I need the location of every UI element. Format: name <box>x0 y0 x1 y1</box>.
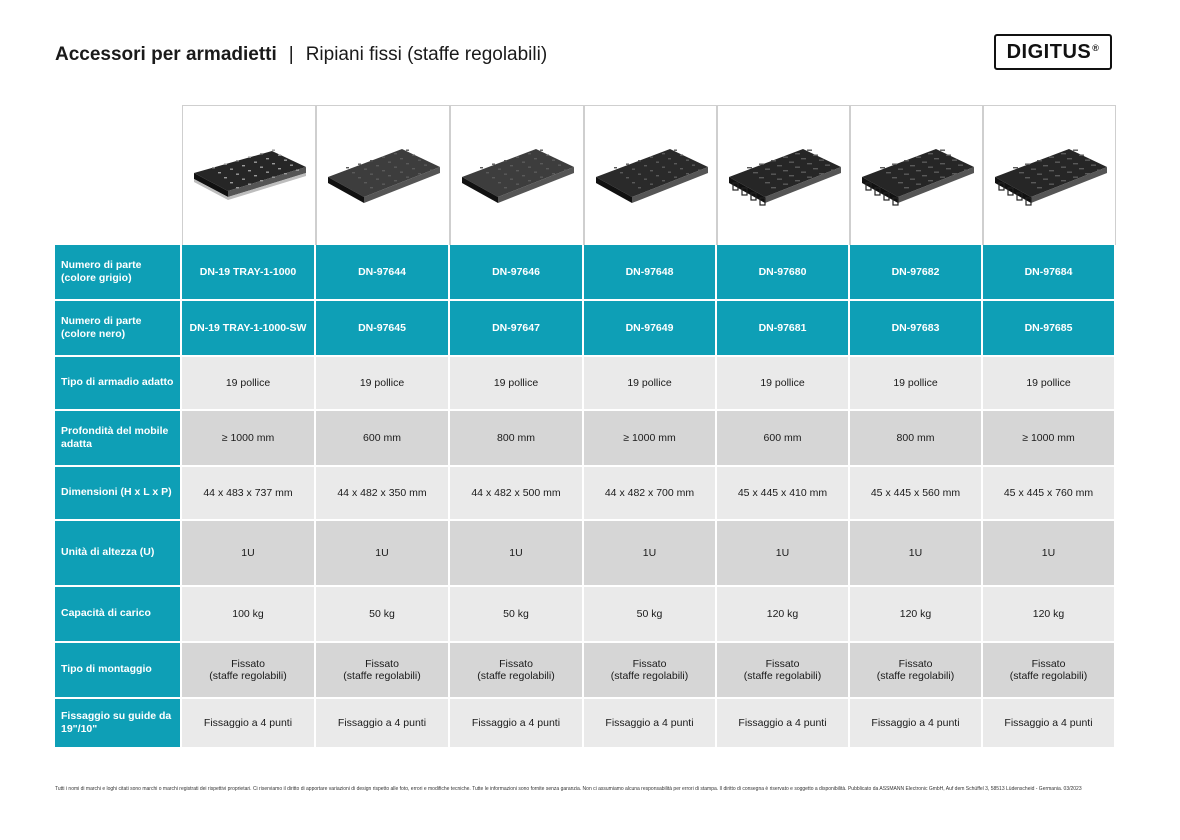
row-label-text: Dimensioni (H x L x P) <box>61 486 172 499</box>
row-label-text: Numero di parte <box>61 258 142 271</box>
rack-type-row <box>55 357 1116 411</box>
table-cell <box>450 245 584 301</box>
cell-value: DN-19 TRAY-1-1000 <box>199 266 297 278</box>
cell-value: 19 pollice <box>760 377 805 389</box>
shelf-image <box>455 131 579 221</box>
table-cell <box>182 587 316 643</box>
cell-value: 19 pollice <box>893 377 938 389</box>
table-cell <box>850 357 983 411</box>
telescopic-tray-image <box>187 131 311 221</box>
cell-value: (staffe regolabili) <box>610 670 689 682</box>
table-cell <box>717 521 850 587</box>
cell-value: Fissato <box>765 658 800 670</box>
table-cell <box>850 699 983 749</box>
cell-value: 800 mm <box>896 432 935 444</box>
row-label <box>55 643 182 699</box>
product-image-cell <box>850 105 983 245</box>
height-units-row <box>55 521 1116 587</box>
row-label-text: (colore grigio) <box>61 272 132 284</box>
row-label-text: Numero di parte <box>61 314 142 327</box>
cell-value: 44 x 482 x 350 mm <box>337 487 427 499</box>
cell-value: 600 mm <box>763 432 802 444</box>
vented-shelf-image <box>988 131 1111 221</box>
table-cell <box>983 467 1116 521</box>
table-cell <box>850 521 983 587</box>
cell-value: Fissato <box>1031 658 1066 670</box>
row-label-text: 19"/10" <box>61 723 98 735</box>
shelf-image <box>321 131 445 221</box>
cell-value: 19 pollice <box>493 377 539 389</box>
table-cell <box>182 467 316 521</box>
cell-value: 600 mm <box>363 432 401 444</box>
table-cell <box>584 699 717 749</box>
table-cell <box>316 467 450 521</box>
cell-value: Fissaggio a 4 punti <box>471 717 561 729</box>
digitus-logo: DIGITUS ® <box>994 34 1112 70</box>
cell-value: Fissaggio a 4 punti <box>738 717 827 729</box>
table-cell <box>450 357 584 411</box>
page-subtitle: Ripiani fissi (staffe regolabili) <box>305 44 548 65</box>
cell-value: (staffe regolabili) <box>343 670 421 682</box>
table-cell <box>316 301 450 357</box>
rail-mounting-row <box>55 699 1116 749</box>
table-cell <box>850 301 983 357</box>
cell-value: DN-97648 <box>625 266 674 278</box>
cell-value: 50 kg <box>503 608 529 620</box>
table-cell <box>717 587 850 643</box>
table-cell <box>182 643 316 699</box>
product-image-cell <box>584 105 717 245</box>
table-cell <box>584 357 717 411</box>
cabinet-depth-row <box>55 411 1116 467</box>
cell-value: (staffe regolabili) <box>477 670 555 682</box>
cell-value: Fissaggio a 4 punti <box>203 717 293 729</box>
table-cell <box>584 587 717 643</box>
row-label-text: Tipo di armadio adatto <box>61 376 174 389</box>
title-separator: | <box>288 44 294 65</box>
cell-value: ≥ 1000 mm <box>623 432 676 444</box>
cell-value: 1U <box>642 547 657 559</box>
corner-cell <box>55 105 182 245</box>
cell-value: 1U <box>509 547 523 559</box>
product-image-cell <box>450 105 584 245</box>
shelf-image <box>589 131 712 221</box>
table-cell <box>584 411 717 467</box>
table-cell <box>584 245 717 301</box>
cell-value: Fissaggio a 4 punti <box>337 717 427 729</box>
spec-table <box>55 105 1116 749</box>
cell-value: Fissato <box>499 658 533 670</box>
cell-value: 120 kg <box>1032 608 1065 620</box>
cell-value: Fissato <box>231 658 265 670</box>
row-label <box>55 301 182 357</box>
row-label <box>55 411 182 467</box>
cell-value: DN-97684 <box>1024 266 1073 278</box>
table-cell <box>316 411 450 467</box>
table-cell <box>450 411 584 467</box>
table-cell <box>850 467 983 521</box>
table-cell <box>983 699 1116 749</box>
table-cell <box>450 301 584 357</box>
cell-value: (staffe regolabili) <box>209 670 287 682</box>
table-cell <box>584 301 717 357</box>
table-cell <box>182 699 316 749</box>
cell-value: Fissato <box>365 658 399 670</box>
table-cell <box>717 357 850 411</box>
table-cell <box>983 587 1116 643</box>
cell-value: DN-97646 <box>492 266 540 278</box>
table-cell <box>983 411 1116 467</box>
table-cell <box>584 467 717 521</box>
row-label <box>55 357 182 411</box>
table-cell <box>717 301 850 357</box>
cell-value: DN-97644 <box>358 266 406 278</box>
row-label-text: Capacità di carico <box>61 607 151 620</box>
cell-value: Fissaggio a 4 punti <box>605 717 694 729</box>
product-image-cell <box>983 105 1116 245</box>
product-image-cell <box>717 105 850 245</box>
cell-value: 1U <box>241 547 255 559</box>
cell-value: DN-97649 <box>625 322 674 334</box>
cell-value: 44 x 482 x 500 mm <box>471 487 561 499</box>
table-cell <box>850 587 983 643</box>
table-cell <box>316 699 450 749</box>
cell-value: Fissato <box>898 658 933 670</box>
cell-value: ≥ 1000 mm <box>1022 432 1075 444</box>
cell-value: 1U <box>775 547 790 559</box>
table-cell <box>983 245 1116 301</box>
cell-value: 44 x 483 x 737 mm <box>203 487 293 499</box>
table-cell <box>182 521 316 587</box>
vented-shelf-image <box>855 131 978 221</box>
table-cell <box>983 357 1116 411</box>
table-cell <box>584 643 717 699</box>
row-label <box>55 699 182 749</box>
cell-value: 50 kg <box>369 608 395 620</box>
cell-value: DN-97647 <box>492 322 540 334</box>
product-image-cell <box>316 105 450 245</box>
table-cell <box>316 245 450 301</box>
table-cell <box>182 245 316 301</box>
cell-value: 45 x 445 x 560 mm <box>870 487 961 499</box>
table-cell <box>450 699 584 749</box>
table-cell <box>182 411 316 467</box>
cell-value: DN-97681 <box>758 322 807 334</box>
row-label <box>55 245 182 301</box>
table-cell <box>316 521 450 587</box>
part-number-grey-row <box>55 245 1116 301</box>
table-cell <box>717 411 850 467</box>
table-cell <box>983 521 1116 587</box>
cell-value: (staffe regolabili) <box>1009 670 1088 682</box>
load-capacity-row <box>55 587 1116 643</box>
page-header <box>55 40 547 70</box>
row-label-text: adatta <box>61 438 92 450</box>
cell-value: 19 pollice <box>1026 377 1071 389</box>
table-cell <box>316 587 450 643</box>
cell-value: DN-97685 <box>1024 322 1073 334</box>
cell-value: DN-19 TRAY-1-1000-SW <box>189 322 307 334</box>
table-cell <box>850 411 983 467</box>
row-label-text: Fissaggio su guide da <box>61 709 172 722</box>
table-cell <box>316 643 450 699</box>
cell-value: 45 x 445 x 760 mm <box>1003 487 1094 499</box>
cell-value: ≥ 1000 mm <box>221 432 275 444</box>
cell-value: (staffe regolabili) <box>876 670 955 682</box>
table-cell <box>182 301 316 357</box>
table-cell <box>450 521 584 587</box>
row-label <box>55 467 182 521</box>
row-label <box>55 587 182 643</box>
vented-shelf-image <box>722 131 845 221</box>
table-cell <box>850 643 983 699</box>
row-label-text: Tipo di montaggio <box>61 663 152 676</box>
product-image-cell <box>182 105 316 245</box>
cell-value: 45 x 445 x 410 mm <box>737 487 828 499</box>
cell-value: 19 pollice <box>225 377 271 389</box>
cell-value: 44 x 482 x 700 mm <box>604 487 695 499</box>
cell-value: 100 kg <box>232 608 264 620</box>
table-cell <box>316 357 450 411</box>
cell-value: 800 mm <box>497 432 535 444</box>
cell-value: Fissaggio a 4 punti <box>1004 717 1093 729</box>
cell-value: DN-97683 <box>891 322 940 334</box>
page-title: Accessori per armadietti <box>55 44 277 65</box>
row-label-text: Profondità del mobile <box>61 424 169 437</box>
table-cell <box>717 699 850 749</box>
cell-value: 19 pollice <box>359 377 405 389</box>
cell-value: DN-97645 <box>358 322 406 334</box>
cell-value: 1U <box>908 547 923 559</box>
table-cell <box>182 357 316 411</box>
cell-value: 50 kg <box>636 608 663 620</box>
cell-value: Fissato <box>632 658 667 670</box>
table-cell <box>983 643 1116 699</box>
cell-value: (staffe regolabili) <box>743 670 822 682</box>
row-label-text: (colore nero) <box>61 328 126 340</box>
cell-value: 1U <box>1041 547 1056 559</box>
cell-value: 120 kg <box>766 608 799 620</box>
cell-value: DN-97680 <box>758 266 807 278</box>
cell-value: 19 pollice <box>627 377 672 389</box>
product-image-row <box>55 105 1116 245</box>
cell-value: 120 kg <box>899 608 932 620</box>
table-cell <box>450 587 584 643</box>
table-cell <box>717 245 850 301</box>
cell-value: Fissaggio a 4 punti <box>871 717 960 729</box>
dimensions-row <box>55 467 1116 521</box>
table-cell <box>450 643 584 699</box>
part-number-black-row <box>55 301 1116 357</box>
cell-value: DN-97682 <box>891 266 940 278</box>
legal-footnote: Tutti i nomi di marchi e loghi citati sono marchi o marchi registrati dei rispettivi proprietari. Ci riserviamo il diritto di apportare variazioni di design rispetto alle foto, errori e modifiche tecniche. Tutte le informazioni sono fornite senza garanzia. Non ci assumiamo alcuna responsabilità per errori di stampa. Il diritto di consegna è riservato e soggetto a disponibilità. Pubblicato da ASSMANN Electronic GmbH, Auf dem Schüffel 3, 58513 Lüdenscheid - Germania. 03/2023 <box>55 786 1082 792</box>
table-cell <box>983 301 1116 357</box>
row-label-text: Unità di altezza (U) <box>61 546 155 559</box>
table-cell <box>450 467 584 521</box>
table-cell <box>717 467 850 521</box>
mounting-type-row <box>55 643 1116 699</box>
table-cell <box>717 643 850 699</box>
table-cell <box>584 521 717 587</box>
row-label <box>55 521 182 587</box>
table-cell <box>850 245 983 301</box>
cell-value: 1U <box>375 547 389 559</box>
